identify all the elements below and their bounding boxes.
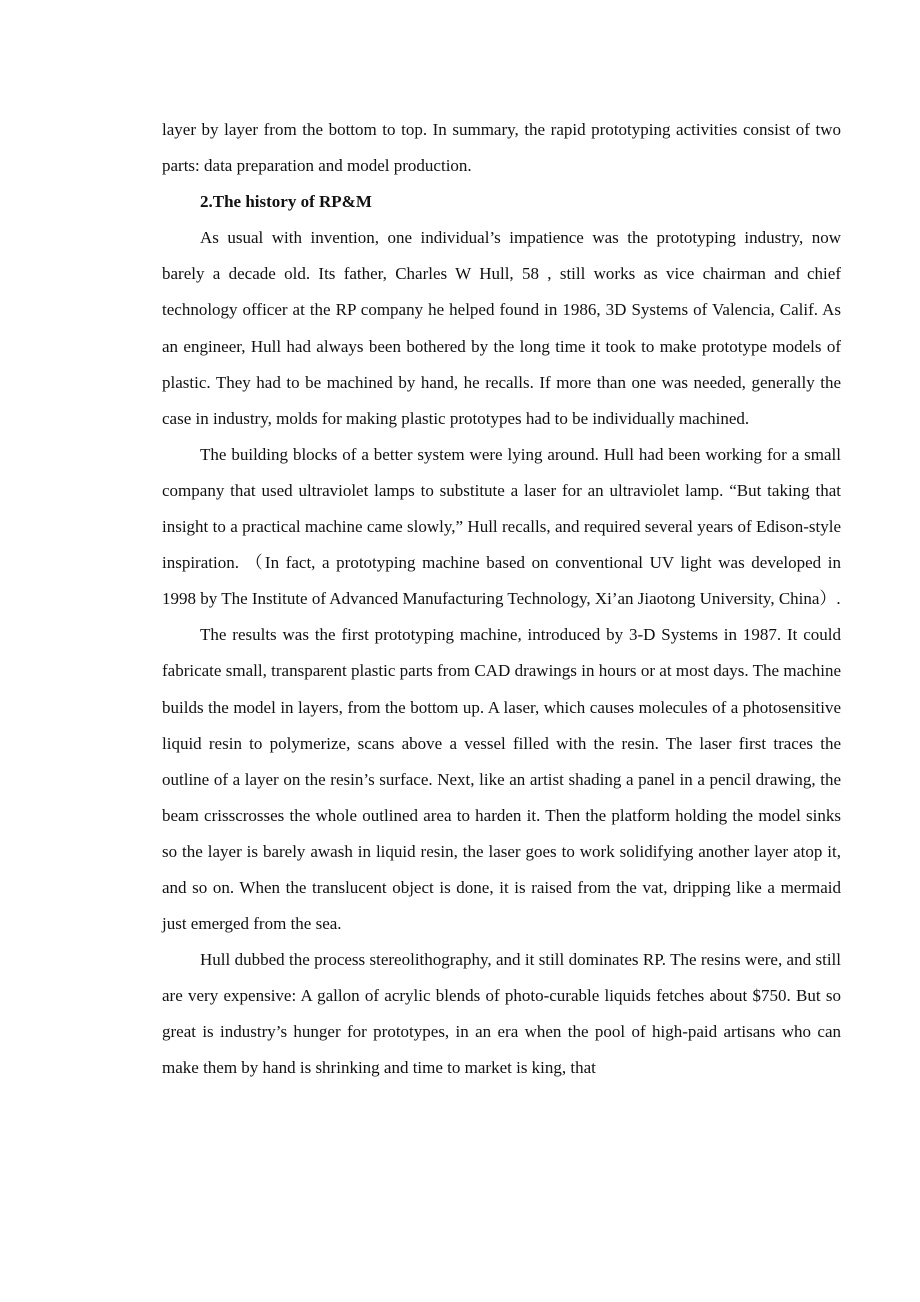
- section-heading-history: 2.The history of RP&M: [200, 192, 372, 212]
- paragraph-building-blocks: The building blocks of a better system were lying around. Hull had been working for a small company that used ultraviolet lamps to substitute a laser for an ultraviolet lamp. “But taking that insight to a practical machine came slowly,” Hull recalls, and required several years of Edison-style inspiration. （In fact, a prototyping machine based on conventional UV light was developed in 1998 by The Institute of Advanced Manufacturing Technology, Xi’an Jiaotong University, China）.: [162, 444, 841, 609]
- document-page: [162, 112, 841, 1087]
- paragraph-stereolithography: Hull dubbed the process stereolithography, and it still dominates RP. The resins were, and still are very expensive: A gallon of acrylic blends of photo-curable liquids fetches about $750. But so great is industry’s hunger for prototypes, in an era when the pool of high-paid artisans who can make them by hand is shrinking and time to market is king, that: [162, 950, 841, 1078]
- paragraph-continuation: layer by layer from the bottom to top. In summary, the rapid prototyping activities consist of two parts: data preparation and model production.: [162, 120, 841, 176]
- paragraph-charles-hull: As usual with invention, one individual’s impatience was the prototyping industry, now barely a decade old. Its father, Charles W Hull, 58 , still works as vice chairman and chief technology officer at the RP company he helped found in 1986, 3D Systems of Valencia, Calif. As an engineer, Hull had always been bothered by the long time it took to make prototype models of plastic. They had to be machined by hand, he recalls. If more than one was needed, generally the case in industry, molds for making plastic prototypes had to be individually machined.: [162, 228, 841, 428]
- paragraph-first-machine: The results was the first prototyping machine, introduced by 3-D Systems in 1987. It could fabricate small, transparent plastic parts from CAD drawings in hours or at most days. The machine builds the model in layers, from the bottom up. A laser, which causes molecules of a photosensitive liquid resin to polymerize, scans above a vessel filled with the resin. The laser first traces the outline of a layer on the resin’s surface. Next, like an artist shading a panel in a pencil drawing, the beam crisscrosses the whole outlined area to harden it. Then the platform holding the model sinks so the layer is barely awash in liquid resin, the laser goes to work solidifying another layer atop it, and so on. When the translucent object is done, it is raised from the vat, dripping like a mermaid just emerged from the sea.: [162, 625, 841, 934]
